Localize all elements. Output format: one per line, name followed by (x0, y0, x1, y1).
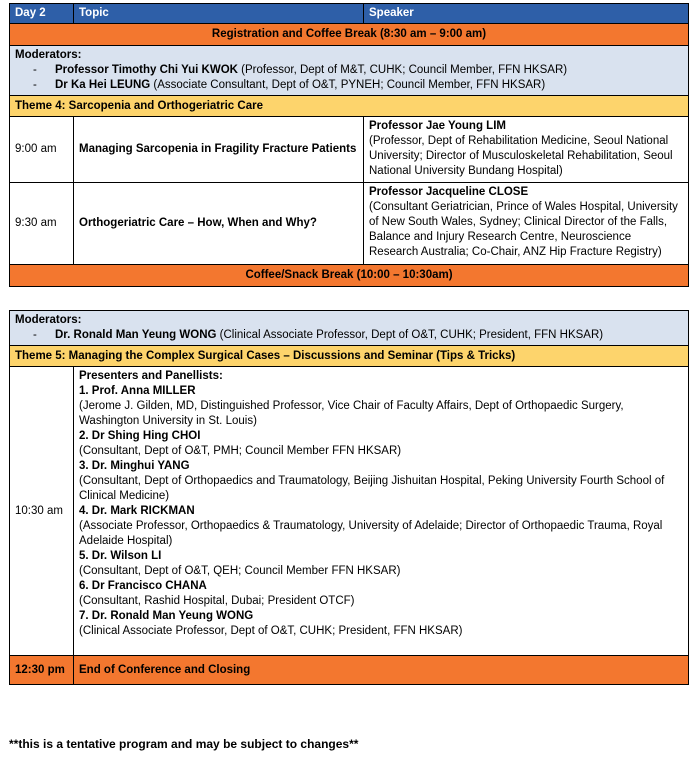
speaker-detail: (Professor, Dept of Rehabilitation Medicine, Seoul National University; Director of Musculoskeletal Rehabilitation, Seoul National University Bundang Hospital) (369, 135, 673, 177)
panellist-detail: (Consultant, Dept of Orthopaedics and Traumatology, Beijing Jishuitan Hospital, Peking University Fourth School of Clinical Medicine) (79, 475, 665, 502)
panellist-name: 3. Dr. Minghui YANG (79, 460, 190, 472)
panellist-list (79, 384, 683, 639)
panel-time: 10:30 am (10, 367, 74, 656)
list-item (79, 549, 683, 579)
registration-row (10, 24, 689, 46)
registration-label: Registration and Coffee Break (8:30 am – 9:00 am) (10, 24, 689, 46)
moderator-item: - Dr Ka Hei LEUNG (Associate Consultant, Dept of O&T, PYNEH; Council Member, FFN HKSAR) (33, 79, 546, 91)
session-topic: Orthogeriatric Care – How, When and Why? (74, 183, 364, 265)
session-row (10, 117, 689, 183)
theme-row (10, 96, 689, 117)
header-day: Day 2 (10, 4, 74, 24)
theme-row (10, 346, 689, 367)
closing-label: End of Conference and Closing (74, 656, 689, 685)
break-row (10, 265, 689, 287)
panellist-detail: (Consultant, Rashid Hospital, Dubai; President OTCF) (79, 595, 355, 607)
theme-title: Theme 5: Managing the Complex Surgical Cases – Discussions and Seminar (Tips & Tricks) (10, 346, 689, 367)
session-time: 9:30 am (10, 183, 74, 265)
header-topic: Topic (74, 4, 364, 24)
moderator-detail: (Professor, Dept of M&T, CUHK; Council Member, FFN HKSAR) (237, 64, 568, 76)
panellist-detail: (Clinical Associate Professor, Dept of O&T, CUHK; President, FFN HKSAR) (79, 625, 463, 637)
panellist-name: 7. Dr. Ronald Man Yeung WONG (79, 610, 254, 622)
moderators-label: Moderators: (15, 314, 82, 326)
list-item (79, 609, 683, 639)
panel-row (10, 367, 689, 656)
speaker-detail: (Consultant Geriatrician, Prince of Wales Hospital, University of New South Wales, Sydney; Clinical Director of the Falls, Balance and Injury Research Centre, Neuroscience Research Australia; Co-Chair, ANZ Hip Fracture Registry) (369, 201, 678, 258)
speaker-name: Professor Jae Young LIM (369, 120, 506, 132)
panellist-name: 6. Dr Francisco CHANA (79, 580, 207, 592)
closing-row (10, 656, 689, 685)
moderator-detail: (Associate Consultant, Dept of O&T, PYNEH; Council Member, FFN HKSAR) (150, 79, 546, 91)
theme-title: Theme 4: Sarcopenia and Orthogeriatric Care (10, 96, 689, 117)
panellist-detail: (Associate Professor, Orthopaedics & Traumatology, University of Adelaide; Director of Orthopaedic Trauma, Royal Adelaide Hospital) (79, 520, 663, 547)
panellist-detail: (Consultant, Dept of O&T, QEH; Council Member FFN HKSAR) (79, 565, 401, 577)
session-speaker (364, 183, 689, 265)
moderators-cell (10, 46, 689, 96)
panel-label: Presenters and Panellists: (79, 370, 223, 382)
day2-seminar-table (9, 310, 689, 685)
panel-cell (74, 367, 689, 656)
session-speaker (364, 117, 689, 183)
closing-time: 12:30 pm (10, 656, 74, 685)
panellist-detail: (Consultant, Dept of O&T, PMH; Council Member FFN HKSAR) (79, 445, 402, 457)
list-item (79, 459, 683, 504)
list-item (79, 384, 683, 429)
panellist-detail: (Jerome J. Gilden, MD, Distinguished Professor, Vice Chair of Faculty Affairs, Dept of Orthopaedic Surgery, Washington University in St. Louis) (79, 400, 624, 427)
session-row (10, 183, 689, 265)
day2-morning-table (9, 3, 689, 287)
moderator-item: - Dr. Ronald Man Yeung WONG (Clinical Associate Professor, Dept of O&T, CUHK; President, FFN HKSAR) (33, 329, 604, 341)
moderators-cell (10, 311, 689, 346)
header-speaker: Speaker (364, 4, 689, 24)
moderator-detail: (Clinical Associate Professor, Dept of O&T, CUHK; President, FFN HKSAR) (216, 329, 604, 341)
panellist-name: 5. Dr. Wilson LI (79, 550, 162, 562)
speaker-name: Professor Jacqueline CLOSE (369, 186, 529, 198)
break-label: Coffee/Snack Break (10:00 – 10:30am) (10, 265, 689, 287)
list-item (79, 579, 683, 609)
moderator-item: - Professor Timothy Chi Yui KWOK (Professor, Dept of M&T, CUHK; Council Member, FFN HKSAR) (33, 64, 568, 76)
session-topic: Managing Sarcopenia in Fragility Fracture Patients (74, 117, 364, 183)
table-header-row (10, 4, 689, 24)
panellist-name: 4. Dr. Mark RICKMAN (79, 505, 195, 517)
list-item (79, 429, 683, 459)
moderators-row (10, 311, 689, 346)
panellist-name: 1. Prof. Anna MILLER (79, 385, 196, 397)
panellist-name: 2. Dr Shing Hing CHOI (79, 430, 201, 442)
moderator-name: Dr Ka Hei LEUNG (55, 79, 151, 91)
moderators-label: Moderators: (15, 49, 82, 61)
tentative-note: **this is a tentative program and may be subject to changes** (9, 737, 359, 751)
moderators-row (10, 46, 689, 96)
list-item (79, 504, 683, 549)
session-time: 9:00 am (10, 117, 74, 183)
moderator-name: Professor Timothy Chi Yui KWOK (55, 64, 238, 76)
moderator-name: Dr. Ronald Man Yeung WONG (55, 329, 217, 341)
